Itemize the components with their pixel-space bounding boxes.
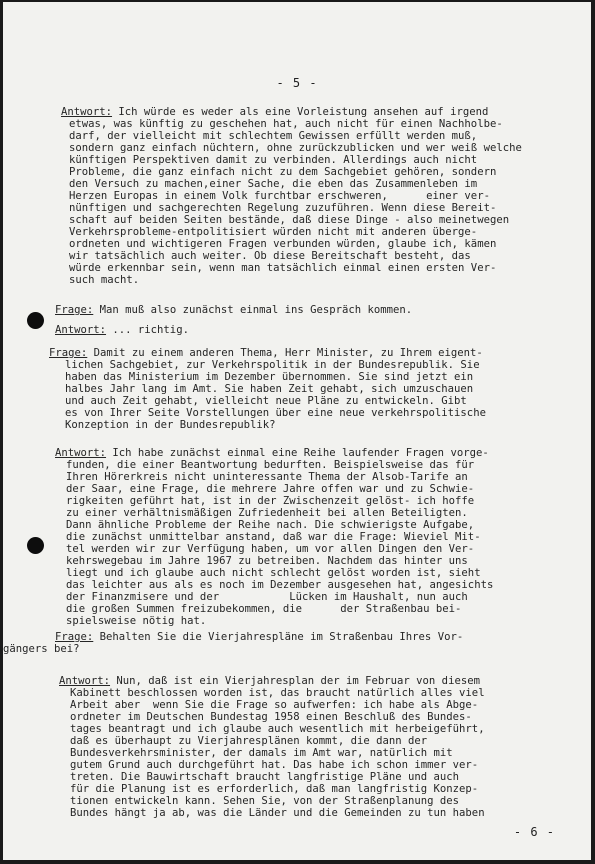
text-line: die großen Summen freizubekommen, die der Straßenbau bei- <box>66 603 462 615</box>
text-line: daß es überhaupt zu Vierjahresplänen kommt, die dann der <box>70 735 428 747</box>
text-line: der Finanzmisere und der Lücken im Haushalt, nun auch <box>66 591 468 603</box>
text-line: Bundes hängt ja ab, was die Länder und die Gemeinden zu tun haben <box>70 807 485 819</box>
text-line: Dann ähnliche Probleme der Reihe nach. Die schwierigste Aufgabe, <box>66 519 475 531</box>
text-line: tionen entwickeln kann. Sehen Sie, von der Straßenplanung des <box>70 795 460 807</box>
text-line <box>59 675 480 687</box>
text-line: Probleme, die ganz einfach nicht zu dem Sachgebiet gehören, sondern <box>69 166 497 178</box>
text-line: tages beantragt und ich glaube auch wesentlich mit herbeigeführt, <box>70 723 485 735</box>
text-line: das leichter aus als es noch im Dezember ausgesehen hat, angesichts <box>66 579 494 591</box>
line-text: Behalten Sie die Vierjahrespläne im Straßenbau Ihres Vor- <box>93 631 464 643</box>
text-line: halbes Jahr lang im Amt. Sie haben Zeit gehabt, sich umzuschauen <box>65 383 474 395</box>
text-line: Verkehrsprobleme-entpolitisiert würden nicht mit anderen überge- <box>69 226 478 238</box>
speaker-label: Frage: <box>55 631 94 643</box>
text-line <box>55 631 463 643</box>
text-line: die zunächst unmittelbar anstand, daß war die Frage: Wieviel Mit- <box>66 531 481 543</box>
speaker-label: Frage: <box>49 347 88 359</box>
text-line: lichen Sachgebiet, zur Verkehrspolitik in der Bundesrepublik. Sie <box>65 359 480 371</box>
speaker-label: Antwort: <box>61 106 113 118</box>
text-line: haben das Ministerium im Dezember übernommen. Sie sind jetzt ein <box>65 371 474 383</box>
text-line: darf, der vielleicht mit schlechtem Gewissen erfüllt werden muß, <box>69 130 478 142</box>
line-text: ... richtig. <box>106 324 189 336</box>
text-line: schaft auf beiden Seiten bestände, daß diese Dinge - also meinetwegen <box>69 214 510 226</box>
punch-hole-lower <box>27 537 44 554</box>
text-line: ordneter im Deutschen Bundestag 1958 einen Beschluß des Bundes- <box>70 711 472 723</box>
text-line: Ihren Hörerkreis nicht uninteressante Thema der Alsob-Tarife an <box>66 471 468 483</box>
text-line: gängers bei? <box>3 643 80 655</box>
text-line: der Saar, eine Frage, die mehrere Jahre offen war und zu Schwie- <box>66 483 475 495</box>
text-line: künftigen Perspektiven damit zu verbinden. Allerdings auch nicht <box>69 154 478 166</box>
speaker-label: Antwort: <box>55 324 107 336</box>
line-text: Nun, daß ist ein Vierjahresplan der im Februar von diesem <box>110 675 480 687</box>
page-number-top: - 5 - <box>276 76 318 90</box>
text-line: such macht. <box>69 274 140 286</box>
text-line: Bundesverkehrsminister, der damals im Amt war, natürlich mit <box>70 747 453 759</box>
text-line: kehrswegebau im Jahre 1967 zu betreiben. Nachdem das hinter uns <box>66 555 468 567</box>
text-line <box>55 304 412 316</box>
punch-hole-upper <box>27 312 44 329</box>
text-line: würde erkennbar sein, wenn man tatsächlich einmal einen ersten Ver- <box>69 262 497 274</box>
text-line: Arbeit aber wenn Sie die Frage so aufwerfen: ich habe als Abge- <box>70 699 479 711</box>
text-line: es von Ihrer Seite Vorstellungen über eine neue verkehrspolitische <box>65 407 486 419</box>
text-line: ordneten und wichtigeren Fragen verbunden würden, glaube ich, kämen <box>69 238 497 250</box>
text-line <box>49 347 483 359</box>
text-line: zu einer verhältnismäßigen Zufriedenheit bei allen Beteiligten. <box>66 507 468 519</box>
text-line <box>55 324 189 336</box>
line-text: Man muß also zunächst einmal ins Gespräch kommen. <box>93 304 413 316</box>
text-line: nünftigen und sachgerechten Regelung zuzuführen. Wenn diese Bereit- <box>69 202 497 214</box>
text-line: tel werden wir zur Verfügung haben, um vor allen Dingen den Ver- <box>66 543 475 555</box>
text-line: treten. Die Bauwirtschaft braucht langfristige Pläne und auch <box>70 771 460 783</box>
text-line: liegt und ich glaube auch nicht schlecht gelöst worden ist, sieht <box>66 567 481 579</box>
text-line: funden, die einer Beantwortung bedurften. Beispielsweise das für <box>66 459 475 471</box>
text-line: für die Planung ist es erforderlich, daß man langfristig Konzep- <box>70 783 479 795</box>
text-line: sondern ganz einfach nüchtern, ohne zurückzublicken und wer weiß welche <box>69 142 522 154</box>
line-text: Ich würde es weder als eine Vorleistung ansehen auf irgend <box>112 106 489 118</box>
text-line: und auch Zeit gehabt, vielleicht neue Pläne zu entwickeln. Gibt <box>65 395 467 407</box>
text-line <box>61 106 488 118</box>
text-line: etwas, was künftig zu geschehen hat, auch nicht für einen Nachholbe- <box>69 118 503 130</box>
text-line: Kabinett beschlossen worden ist, das braucht natürlich alles viel <box>70 687 485 699</box>
page-number-bottom: - 6 - <box>513 825 555 839</box>
text-line <box>55 447 489 459</box>
text-line: rigkeiten geführt hat, ist in der Zwischenzeit gelöst- ich hoffe <box>66 495 475 507</box>
text-line: den Versuch zu machen,einer Sache, die eben das Zusammenleben im <box>69 178 478 190</box>
text-line: spielsweise nötig hat. <box>66 615 207 627</box>
text-line: wir tatsächlich auch weiter. Ob diese Bereitschaft besteht, das <box>69 250 471 262</box>
document-page <box>3 2 591 860</box>
text-line: Herzen Europas in einem Volk furchtbar erschweren, einer ver- <box>69 190 490 202</box>
speaker-label: Frage: <box>55 304 94 316</box>
text-line: Konzeption in der Bundesrepublik? <box>65 419 276 431</box>
line-text: Damit zu einem anderen Thema, Herr Minister, zu Ihrem eigent- <box>87 347 483 359</box>
speaker-label: Antwort: <box>59 675 111 687</box>
text-line: gutem Grund auch durchgeführt hat. Das habe ich schon immer ver- <box>70 759 479 771</box>
line-text: Ich habe zunächst einmal eine Reihe laufender Fragen vorge- <box>106 447 489 459</box>
speaker-label: Antwort: <box>55 447 107 459</box>
